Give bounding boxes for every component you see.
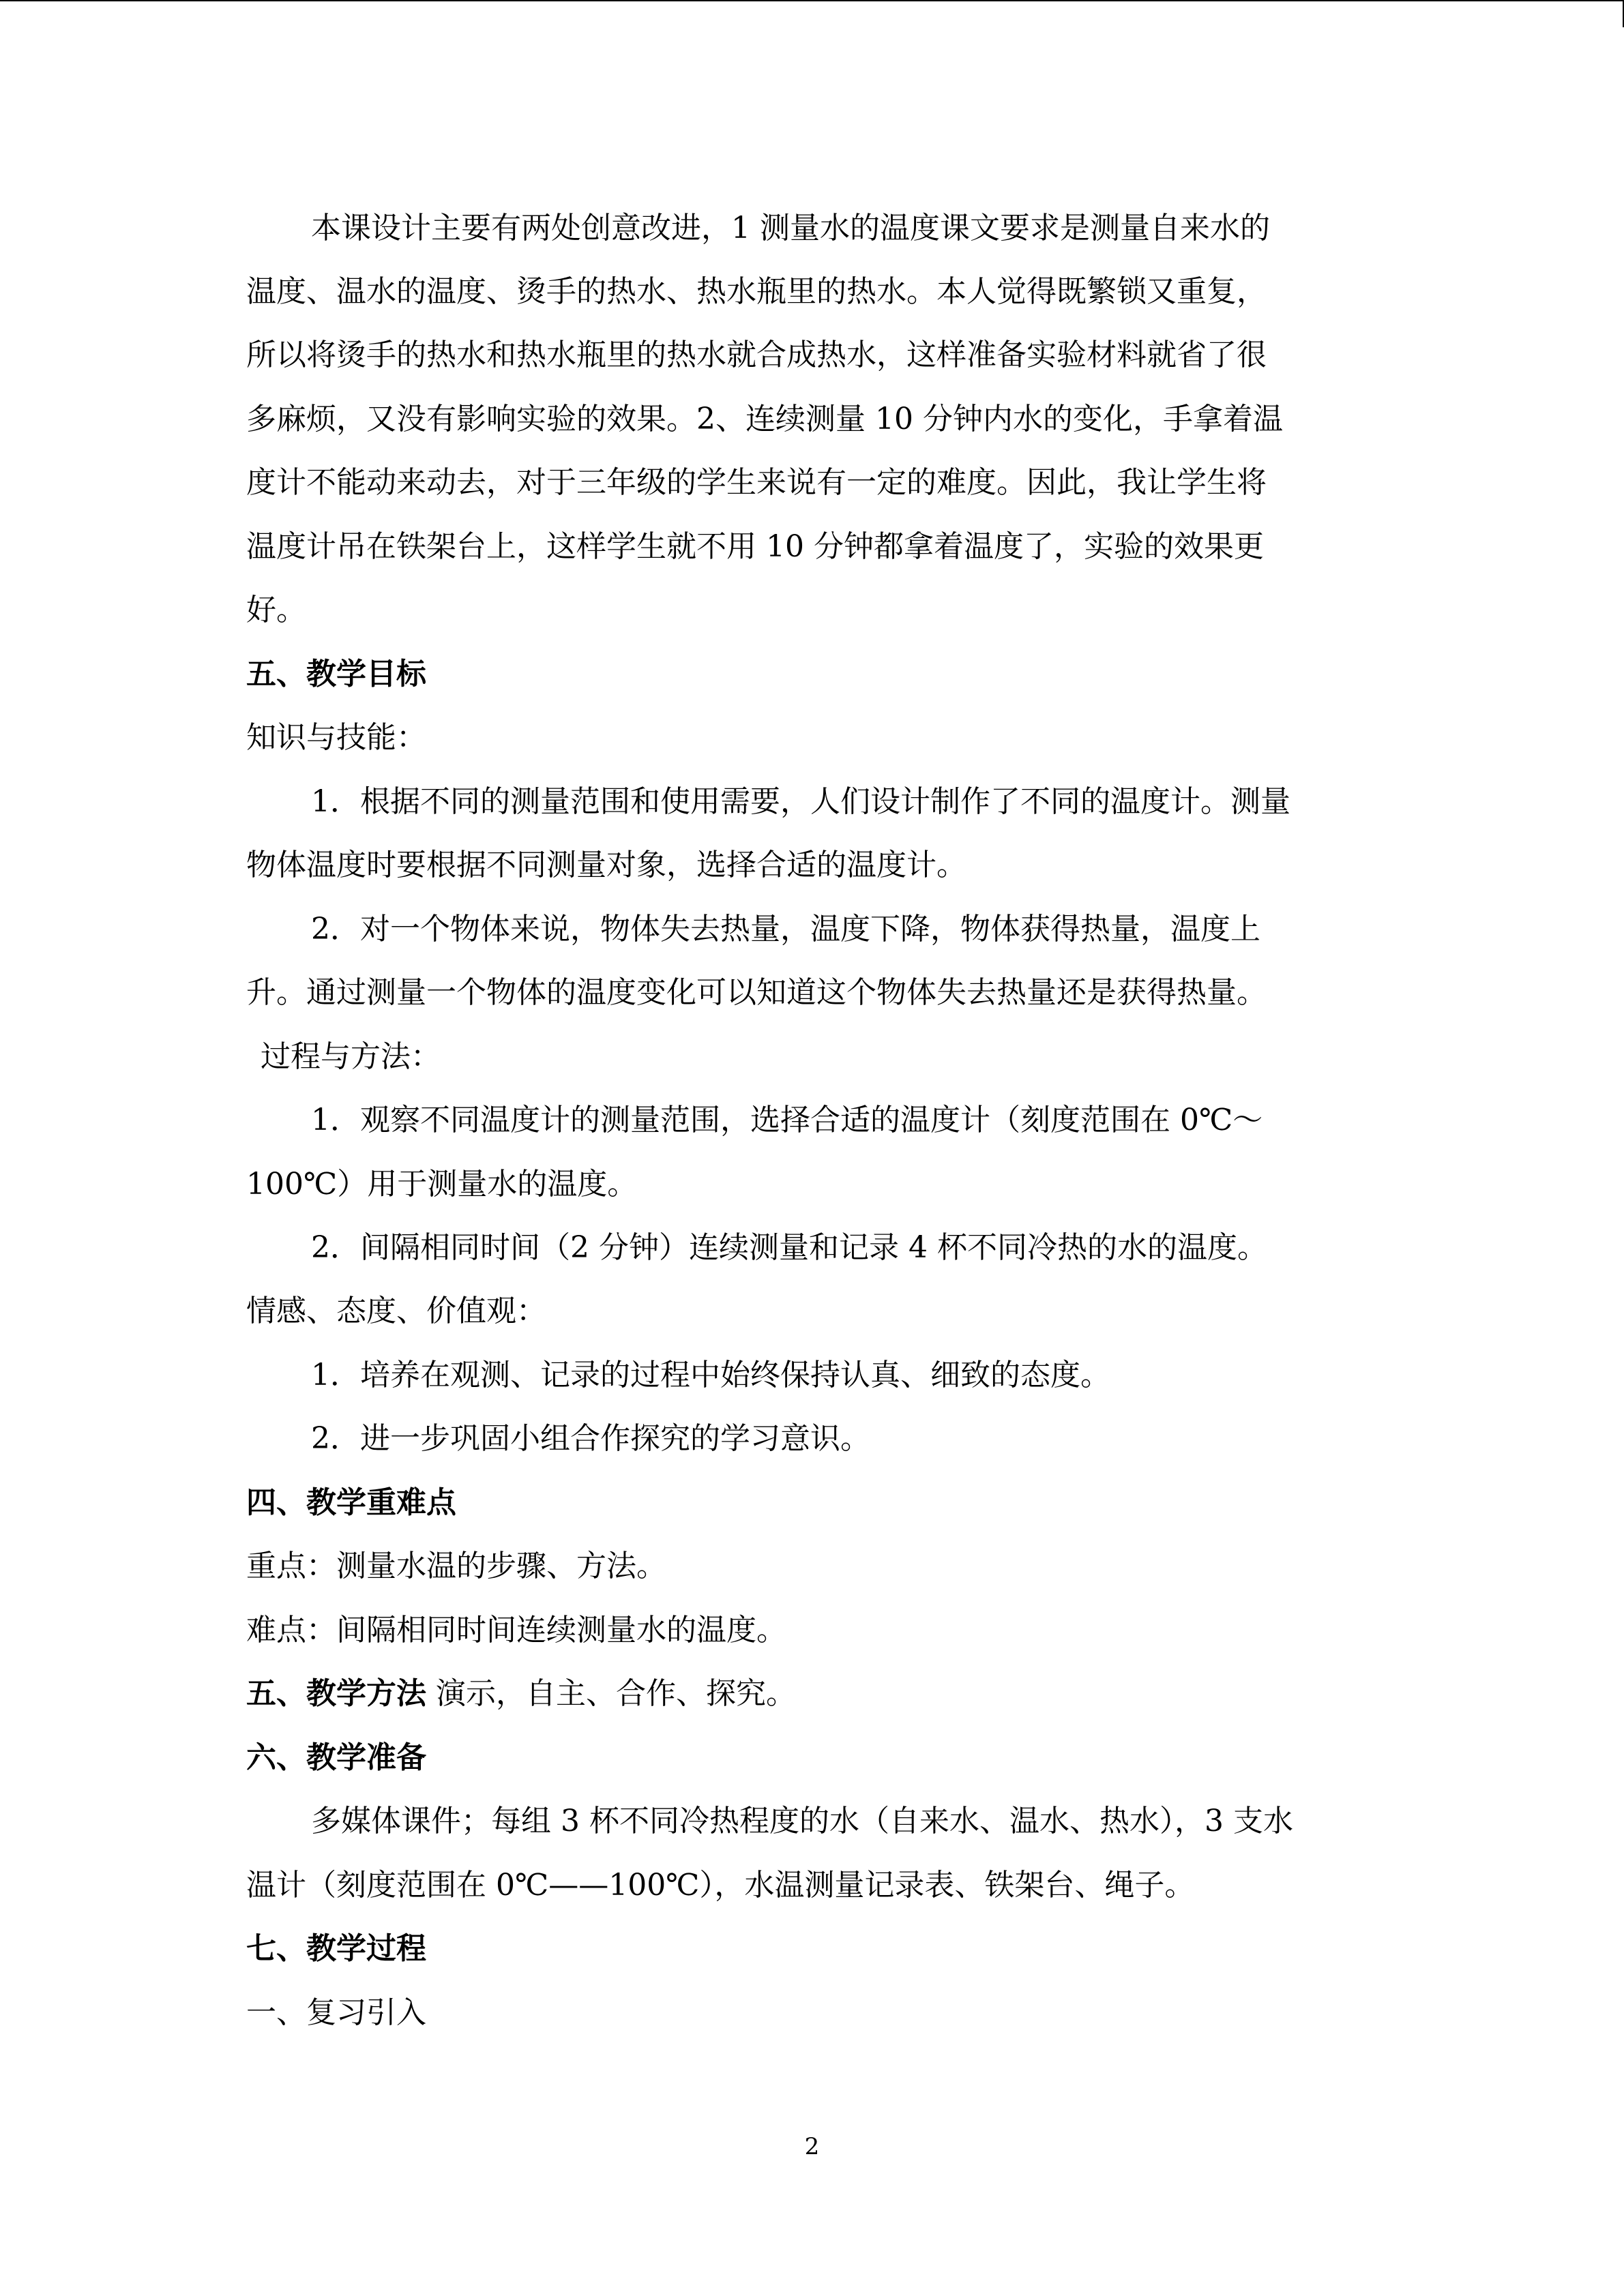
section-heading-goals: 五、教学目标 bbox=[246, 657, 426, 691]
goal-item-line: 1．观察不同温度计的测量范围，选择合适的温度计（刻度范围在 0℃～ bbox=[311, 1103, 1263, 1137]
preparation-line: 温计（刻度范围在 0℃——100℃），水温测量记录表、铁架台、绳子。 bbox=[246, 1868, 1195, 1903]
goal-item-line: 物体温度时要根据不同测量对象，选择合适的温度计。 bbox=[246, 848, 966, 882]
section-heading-preparation: 六、教学准备 bbox=[246, 1740, 426, 1775]
goal-item-line: 2．进一步巩固小组合作探究的学习意识。 bbox=[311, 1421, 870, 1456]
section-heading-key-points: 四、教学重难点 bbox=[246, 1485, 456, 1520]
page-number: 2 bbox=[804, 2133, 820, 2160]
goal-item-line: 100℃）用于测量水的温度。 bbox=[246, 1167, 638, 1202]
subsection-label-knowledge: 知识与技能： bbox=[246, 720, 426, 755]
page-top-border bbox=[0, 0, 1624, 1]
subsection-label-emotion: 情感、态度、价值观： bbox=[246, 1294, 546, 1328]
paragraph-line: 好。 bbox=[246, 593, 306, 627]
goal-item-line: 2．间隔相同时间（2 分钟）连续测量和记录 4 杯不同冷热的水的温度。 bbox=[311, 1230, 1267, 1265]
paragraph-line: 度计不能动来动去，对于三年级的学生来说有一定的难度。因此，我让学生将 bbox=[246, 465, 1267, 500]
goal-item-line: 1．根据不同的测量范围和使用需要，人们设计制作了不同的温度计。测量 bbox=[311, 784, 1290, 819]
key-point-focus: 重点：测量水温的步骤、方法。 bbox=[246, 1549, 666, 1583]
preparation-line: 多媒体课件；每组 3 杯不同冷热程度的水（自来水、温水、热水），3 支水 bbox=[311, 1804, 1293, 1838]
paragraph-line: 多麻烦，又没有影响实验的效果。2、连续测量 10 分钟内水的变化，手拿着温 bbox=[246, 402, 1283, 436]
paragraph-line: 温度、温水的温度、烫手的热水、热水瓶里的热水。本人觉得既繁锁又重复， bbox=[246, 274, 1267, 309]
goal-item-line: 2．对一个物体来说，物体失去热量，温度下降，物体获得热量，温度上 bbox=[311, 912, 1260, 946]
methods-line bbox=[0, 1673, 1624, 1714]
goal-item-line: 升。通过测量一个物体的温度变化可以知道这个物体失去热量还是获得热量。 bbox=[246, 975, 1267, 1010]
paragraph-line: 本课设计主要有两处创意改进，1 测量水的温度课文要求是测量自来水的 bbox=[311, 211, 1270, 245]
methods-text: 演示，自主、合作、探究。 bbox=[426, 1676, 796, 1711]
goal-item-line: 1．培养在观测、记录的过程中始终保持认真、细致的态度。 bbox=[311, 1358, 1110, 1392]
section-heading-methods: 五、教学方法 bbox=[246, 1676, 426, 1711]
section-heading-process: 七、教学过程 bbox=[246, 1931, 426, 1966]
paragraph-line: 温度计吊在铁架台上，这样学生就不用 10 分钟都拿着温度了，实验的效果更 bbox=[246, 529, 1264, 564]
subsection-label-process: 过程与方法： bbox=[261, 1039, 441, 1074]
paragraph-line: 所以将烫手的热水和热水瓶里的热水就合成热水，这样准备实验材料就省了很 bbox=[246, 338, 1267, 372]
process-step-1: 一、复习引入 bbox=[246, 1995, 426, 2030]
key-point-difficulty: 难点：间隔相同时间连续测量水的温度。 bbox=[246, 1613, 786, 1648]
